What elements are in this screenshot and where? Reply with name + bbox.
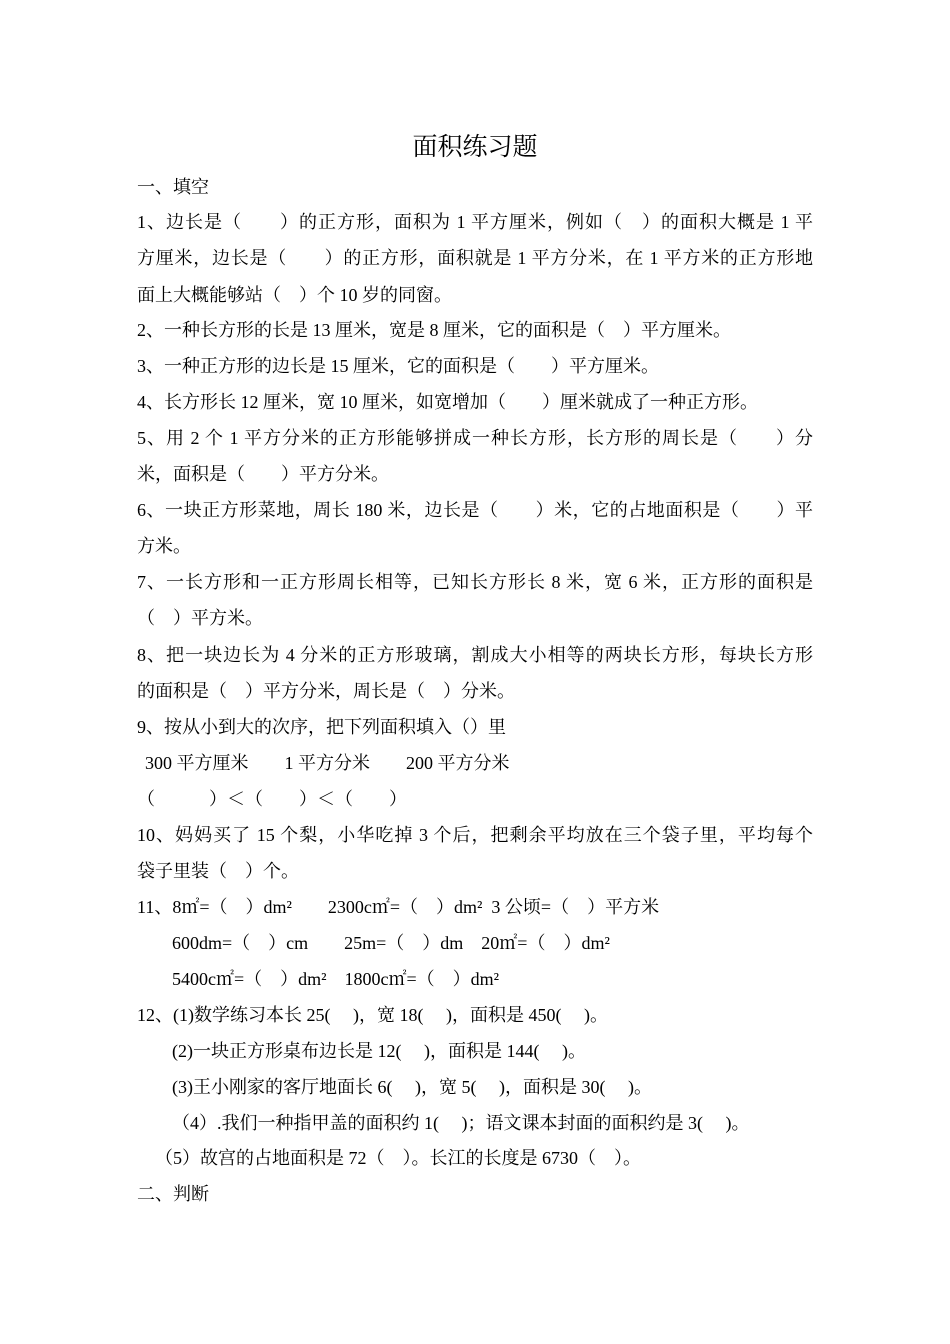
question-7-line-1: 7、一长方形和一正方形周长相等，已知长方形长 8 米，宽 6 米，正方形的面积是 (137, 572, 813, 592)
question-8-line-2: 的面积是（ ）平方分米，周长是（ ）分米。 (137, 681, 515, 701)
question-11-line-3: 5400c㎡=（ ）dm² 1800c㎡=（ ）dm² (172, 969, 500, 989)
question-12-part-3: (3)王小刚家的客厅地面长 6( )，宽 5( )，面积是 30( )。 (172, 1077, 652, 1097)
question-11-line-1: 11、8㎡=（ ）dm² 2300c㎡=（ ）dm² 3 公顷=（ ）平方米 (137, 897, 660, 917)
question-9-areas: 300 平方厘米 1 平方分米 200 平方分米 (145, 753, 510, 773)
question-11-line-2: 600dm=（ ）cm 25m=（ ）dm 20㎡=（ ）dm² (172, 933, 610, 953)
question-1-line-3: 面上大概能够站（ ）个 10 岁的同窗。 (137, 285, 452, 305)
question-10-line-1: 10、妈妈买了 15 个梨，小华吃掉 3 个后，把剩余平均放在三个袋子里，平均每个 (137, 825, 813, 845)
section-heading-fill-blank: 一、填空 (137, 177, 209, 197)
question-5-line-2: 米，面积是（ ）平方分米。 (137, 464, 389, 484)
question-10-line-2: 袋子里装（ ）个。 (137, 861, 299, 881)
question-5-line-1: 5、用 2 个 1 平方分米的正方形能够拼成一种长方形，长方形的周长是（ ）分 (137, 428, 813, 448)
section-heading-judge: 二、判断 (137, 1184, 209, 1204)
question-12-part-4: （4）.我们一种指甲盖的面积约 1( )；语文课本封面的面积约是 3( )。 (172, 1113, 750, 1133)
question-12-part-5: （5）故宫的占地面积是 72（ ）。长江的长度是 6730（ ）。 (155, 1148, 641, 1168)
question-8-line-1: 8、把一块边长为 4 分米的正方形玻璃，割成大小相等的两块长方形，每块长方形 (137, 645, 813, 665)
question-9-blanks: （ ）＜（ ）＜（ ） (137, 789, 407, 809)
question-6-line-1: 6、一块正方形菜地，周长 180 米，边长是（ ）米，它的占地面积是（ ）平 (137, 500, 813, 520)
question-1-line-2: 方厘米，边长是（ ）的正方形，面积就是 1 平方分米，在 1 平方米的正方形地 (137, 248, 813, 268)
question-1-line-1: 1、边长是（ ）的正方形，面积为 1 平方厘米，例如（ ）的面积大概是 1 平 (137, 212, 813, 232)
question-2: 2、一种长方形的长是 13 厘米，宽是 8 厘米，它的面积是（ ）平方厘米。 (137, 320, 731, 340)
question-6-line-2: 方米。 (137, 536, 191, 556)
page-title: 面积练习题 (412, 134, 538, 161)
question-4: 4、长方形长 12 厘米，宽 10 厘米，如宽增加（ ）厘米就成了一种正方形。 (137, 392, 758, 412)
question-9-line-1: 9、按从小到大的次序，把下列面积填入（）里 (137, 717, 506, 737)
question-12-part-1: 12、(1)数学练习本长 25( )，宽 18( )，面积是 450( )。 (137, 1005, 608, 1025)
question-3: 3、一种正方形的边长是 15 厘米，它的面积是（ ）平方厘米。 (137, 356, 659, 376)
question-12-part-2: (2)一块正方形桌布边长是 12( )，面积是 144( )。 (172, 1041, 586, 1061)
question-7-line-2: （ ）平方米。 (137, 608, 263, 628)
